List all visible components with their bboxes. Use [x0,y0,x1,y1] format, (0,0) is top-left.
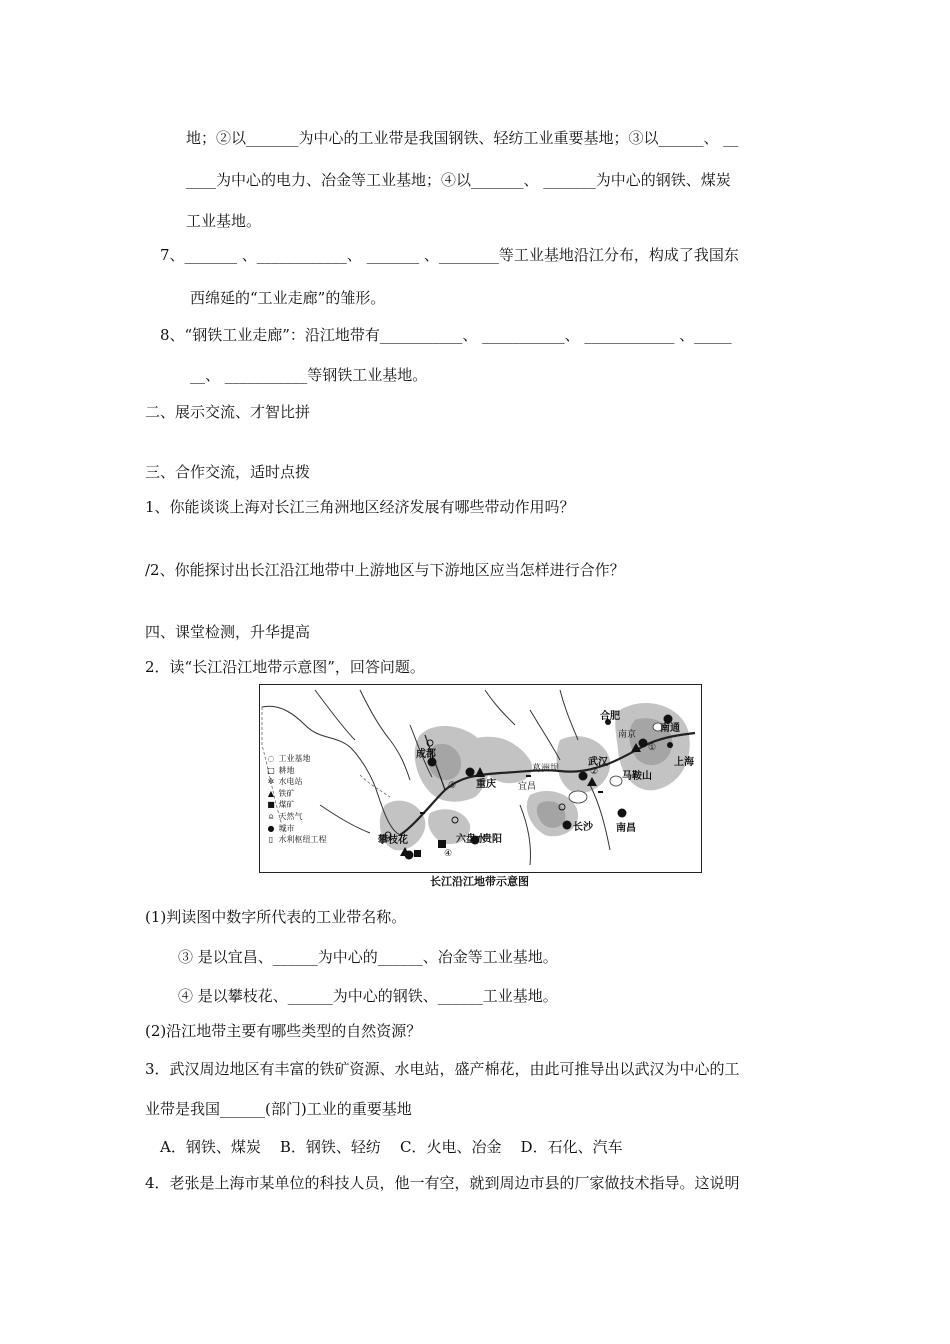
city-label-guiyang: 贵阳 [482,834,502,845]
section-heading-3: 三、合作交流，适时点拨 [145,463,311,481]
map-legend [266,753,327,846]
section-heading-2: 二、展示交流、才智比拼 [145,403,311,421]
yangtze-map-figure [259,684,702,873]
city-icon: ● 城市 [267,823,295,833]
city-label-chengdu: 成都 [416,749,436,760]
city-label-yichang: 宜昌 [518,782,537,792]
city-label-shanghai: 上海 [674,757,694,768]
water-project-icon: ▯ 水利枢纽工程 [268,835,327,845]
city-label-nanchang: 南昌 [616,823,636,834]
region-number-3: ③ [448,781,457,791]
industrial-base-icon: ◌ 工业基地 [267,754,311,763]
text-line: ____为中心的电力、冶金等工业基地；④以_______、 _______为中心的钢铁、煤炭 [186,171,731,189]
exercise-question-4: 4．老张是上海市某单位的科技人员，他一有空，就到周边市县的厂家做技术指导。这说明 [145,1174,740,1192]
city-label-hefei: 合肥 [600,711,620,722]
coal-mine-icon: ■ 煤矿 [267,800,295,810]
city-label-liupanshui: 六盘水 [456,834,486,845]
map-caption: 长江沿江地带示意图 [430,875,529,888]
section-heading-4: 四、课堂检测，升华提高 [145,623,311,641]
text-line: 工业基地。 [186,212,262,230]
natural-gas-icon: ⍝ 天然气 [268,811,303,821]
question-8: 8、“钢铁工业走廊”：沿江地带有___________、 ___________、 ____________ 、_____ [160,326,732,344]
city-label-changsha: 长沙 [573,822,593,833]
discussion-question-2: /2、你能探讨出长江沿江地带中上游地区与下游地区应当怎样进行合作？ [145,561,625,579]
region-number-4: ④ [444,849,453,859]
city-label-maanshan: 马鞍山 [622,771,652,782]
text-line: __、 ___________等钢铁工业基地。 [190,366,428,384]
iron-ore-icon: ▲ 铁矿 [267,788,295,798]
city-label-nanjing: 南京 [618,730,637,740]
region-number-2: ② [590,767,599,777]
exercise-question-3: 3．武汉周边地区有丰富的铁矿资源、水电站，盛产棉花，由此可推导出以武汉为中心的工 [145,1060,740,1078]
question-7: 7、_______ 、____________、 _______ 、________等工业基地沿江分布，构成了我国东 [160,246,739,264]
text-line: 地；②以_______为中心的工业带是我国钢铁、轻纺工业重要基地；③以______、 __ [186,129,739,147]
farmland-icon: □ 耕地 [267,765,295,775]
city-label-gezhouba: 葛洲坝 [532,764,560,774]
city-label-chongqing: 重庆 [476,779,496,790]
sub-question-1: (1)判读图中数字所代表的工业带名称。 [145,908,407,926]
sub-question-2: (2)沿江地带主要有哪些类型的自然资源？ [145,1022,422,1040]
text-line: 西绵延的“工业走廊”的雏形。 [190,289,386,307]
region-number-1: ① [648,743,657,753]
city-label-nantong: 南通 [660,723,680,734]
discussion-question-1: 1、你能谈谈上海对长江三角洲地区经济发展有哪些带动作用吗？ [145,498,575,516]
sub-question-1-item-3: ③ 是以宜昌、______为中心的______、冶金等工业基地。 [178,948,558,966]
hydropower-icon: ✲ 水电站 [267,777,303,787]
answer-options: A．钢铁、煤炭 B．钢铁、轻纺 C．火电、冶金 D．石化、汽车 [160,1138,623,1156]
exercise-question-2: 2．读“长江沿江地带示意图”，回答问题。 [145,658,425,676]
city-label-wuhan: 武汉 [588,757,608,768]
text-line: 业带是我国______(部门)工业的重要基地 [145,1100,412,1118]
sub-question-1-item-4: ④ 是以攀枝花、______为中心的钢铁、______工业基地。 [178,987,558,1005]
city-label-panzhihua: 攀枝花 [378,835,408,846]
